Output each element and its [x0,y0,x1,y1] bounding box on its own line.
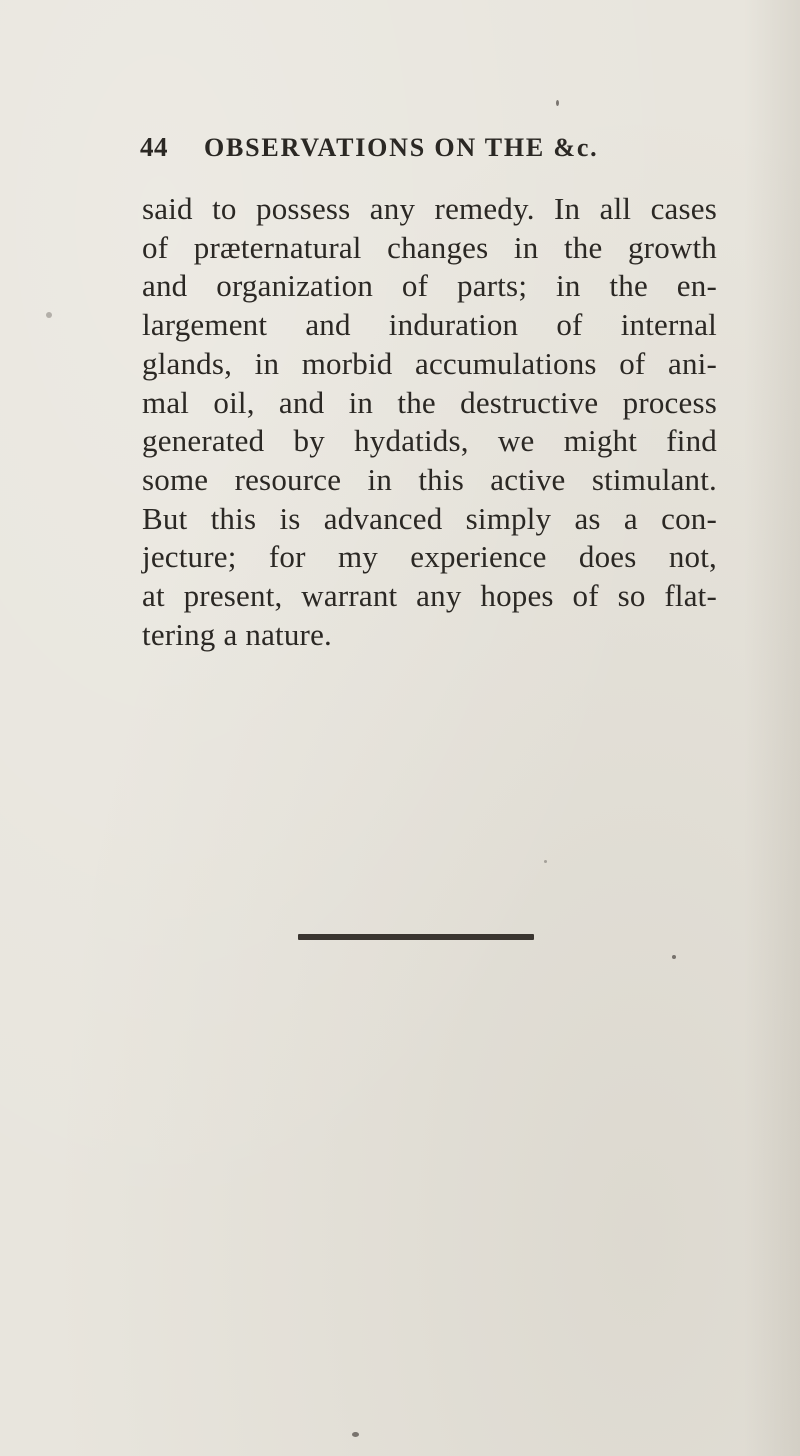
text-line: mal oil, and in the destructive process [142,384,717,420]
text-line: largement and induration of internal [142,307,717,343]
paper-speck [352,1432,359,1437]
page-number: 44 [140,132,168,162]
running-head: OBSERVATIONS ON THE &c. [204,133,599,162]
text-line: some resource in this active stimulant. [142,461,717,497]
paper-speck [556,100,559,106]
text-line: generated by hydatids, we might find [142,423,717,459]
text-line: said to possess any remedy. In all cases [142,191,717,226]
paper-speck [544,860,547,863]
text-line: glands, in morbid accumulations of ani- [142,345,717,381]
section-rule [298,934,534,940]
page-header [140,132,700,172]
text-line: of præternatural changes in the growth [142,229,717,265]
text-line: at present, warrant any hopes of so flat- [142,578,717,614]
text-line: tering a nature. [142,616,332,652]
text-line: But this is advanced simply as a con- [142,500,717,536]
paper-speck [672,955,676,959]
text-line: jecture; for my experience does not, [142,539,717,575]
paper-speck [46,312,52,318]
body-paragraph [142,190,717,654]
text-line: and organization of parts; in the en- [142,268,717,304]
